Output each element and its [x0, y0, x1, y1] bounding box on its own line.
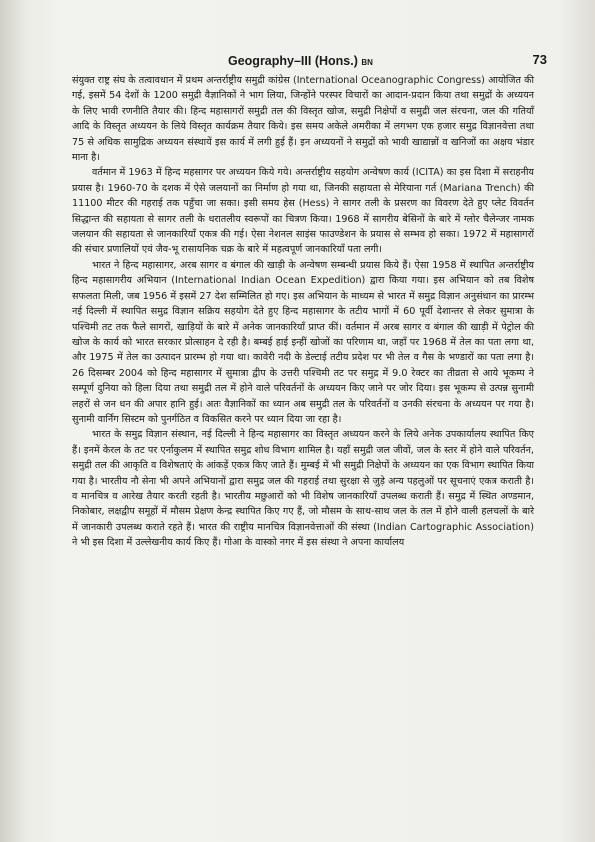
running-title-suffix: BN [361, 58, 373, 67]
paragraph-1: संयुक्त राष्ट्र संघ के तत्वावधान में प्रथम अन्तर्राष्ट्रीय समुद्री कांग्रेस (International Oceanographic Congress) आयोजित की गई, इसमें 54 देशों के 1200 समुद्री वैज्ञानिकों ने भाग लिया, जिन्होंने परस्पर विचारों का आदान-प्रदान किया तथा समुद्रों के अध्ययन के लिए भावी रणनीति तैयार की। हिन्द महासागरों समुद्री तल की विस्तृत खोज, समुद्री निक्षेपों व समुद्री जल संरचना, जल की गतियाँ आदि के विस्तृत अध्ययन के लिये विस्तृत कार्यक्रम तैयार किये। इस समय अकेले अमरीका में लगभग एक हजार समुद्र विज्ञानवेत्ता तथा 75 से अधिक सामुद्रिक अध्ययन संस्थायें इस कार्य में लगी हुई हैं। इन अध्ययनों ने समुद्रों को भावी खाद्यान्नों व खनिजों का अक्षय भंडार माना है। [72, 75, 534, 164]
paragraph-2: वर्तमान में 1963 में हिन्द महसागर पर अध्ययन किये गये। अन्तर्राष्ट्रीय सहयोग अन्वेषण कार्य (ICITA) का इस दिशा में सराहनीय प्रयास है। 1960-70 के दशक में ऐसे जलयानों का निर्माण हो गया था, जिनकी सहायता से मेरियाना गर्त (Mariana Trench) की 11100 मीटर की गहराई तक पहुँचा जा सका। इसी समय हेस (Hess) ने सागर तली के प्रसरण का विवरण देते हुए प्लेट विवर्तन सिद्धान्त की सहायता से सागर तली के धरातलीय स्वरूपों का चित्रण किया। 1968 में सागरीय बेसिनों के बारे में ग्लोर चैलेन्जर नामक जलयान की सहायता से जानकारियाँ एकत्र की गई। ऐसा नेशनल साइंस फाउण्डेशन के प्रयास से सम्भव हो सका। 1972 में महासागरों की संचार प्रणालियों एवं जैव-भू रासायनिक चक्र के बारे में महत्वपूर्ण जानकारियाँ पता लगी। [72, 167, 534, 256]
paragraph-3: भारत ने हिन्द महासागर, अरब सागर व बंगाल की खाड़ी के अन्वेषण सम्बन्धी प्रयास किये हैं। ऐसा 1958 में स्थापित अन्तर्राष्ट्रीय हिन्द महासागरीय अभियान (International Indian Ocean Expedition) द्वारा किया गया। इस अभियान को तब विशेष सफलता मिली, जब 1956 में इसमें 27 देश सम्मिलित हो गए। इस अभियान के माध्यम से भारत में समुद्र विज्ञान अनुसंधान का प्रारम्भ नई दिल्ली में स्थापित समुद्र विज्ञान सक्रिय सहयोग देते हुए हिन्द महासागर के तटीय भागों में 60 पूर्वी देशान्तर से लेकर सुमात्रा के पश्चिमी तट तक फैले सागरों, खाड़ियों के बारे में अनेक जानकारियाँ प्राप्त कीं। वर्तमान में अरब सागर व बंगाल की खाड़ी में पेट्रोल की खोज के कार्य को भारत सरकार प्रोत्साहन दे रही है। बम्बई हाई इन्हीं खोजों का परिणाम था, जहाँ पर 1968 में तेल का पता लगा था, और 1975 में तेल का उत्पादन प्रारम्भ हो गया था। कावेरी नदी के डेल्टाई तटीय प्रदेश पर भी तेल व गैस के भण्डारों का पता लगा है। 26 दिसम्बर 2004 को हिन्द महासागर में सुमात्रा द्वीप के उत्तरी पश्चिमी तट पर समुद्र में 9.0 रेक्टर का तीव्रता से आये भूकम्प ने सम्पूर्ण दुनिया को हिला दिया तथा समुद्री तल में होने वाले परिवर्तनों के अध्ययन किए जाने पर जोर दिया। इस भूकम्प से उत्पन्न सुनामी लहरों से जन धन की अपार हानि हुई। अतः वैज्ञानिकों का ध्यान अब समुद्री तल के परिवर्तनों व उनकी संरचना के अध्ययन पर गया है। सुनामी वार्निंग सिस्टम को पुनर्गठित व विकसित करने पर ध्यान दिया जा रहा है। [72, 259, 534, 425]
running-title-text: Geography–III (Hons.) [228, 54, 358, 68]
page-number: 73 [532, 52, 547, 67]
body-text [72, 73, 534, 551]
paragraph-4: भारत के समुद्र विज्ञान संस्थान, नई दिल्ली ने हिन्द महासागर का विस्तृत अध्ययन करने के लिये अनेक उपकार्यालय स्थापित किए हैं। इनमें केरल के तट पर एर्नाकुलम में स्थापित समुद्र शोध विभाग शामिल है। यहाँ समुद्री जल जीवों, जल के स्तर में होने वाले परिवर्तन, समुद्री तल की आकृति व विशेषताएं के आंकड़ें एकत्र किए जाते हैं। मुम्बई में भी समुद्री निक्षेपों के अध्ययन का एक विभाग स्थापित किया गया है। भारतीय नौ सेना भी अपने अभियानों द्वारा समुद्र जल की गहराई तथा सुरक्षा से जुड़े अन्य पहलुओं पर सूचनाएं एकत्र कराती है। व मानचित्र व आरेख तैयार करती रहती है। भारतीय मछुआरों को भी विशेष जानकारियाँ उपलब्ध कराती हैं। समुद्र में स्थित अण्डमान, निकोबार, लक्षद्वीप समूहों में मौसम प्रेक्षण केन्द्र स्थापित किए गए हैं, जो मौसम के साथ-साथ जल के तल में होने वाली हलचलों के बारे में जानकारी उपलब्ध कराते रहते हैं। भारत की राष्ट्रीय मानचित्र विज्ञानवेत्ताओं की संस्था (Indian Cartographic Association) ने भी इस दिशा में उल्लेखनीय कार्य किए हैं। गोआ के वास्को नगर में इस संस्था ने अपना कार्यालय [72, 429, 534, 549]
running-title [228, 54, 373, 68]
page-header [40, 52, 555, 70]
